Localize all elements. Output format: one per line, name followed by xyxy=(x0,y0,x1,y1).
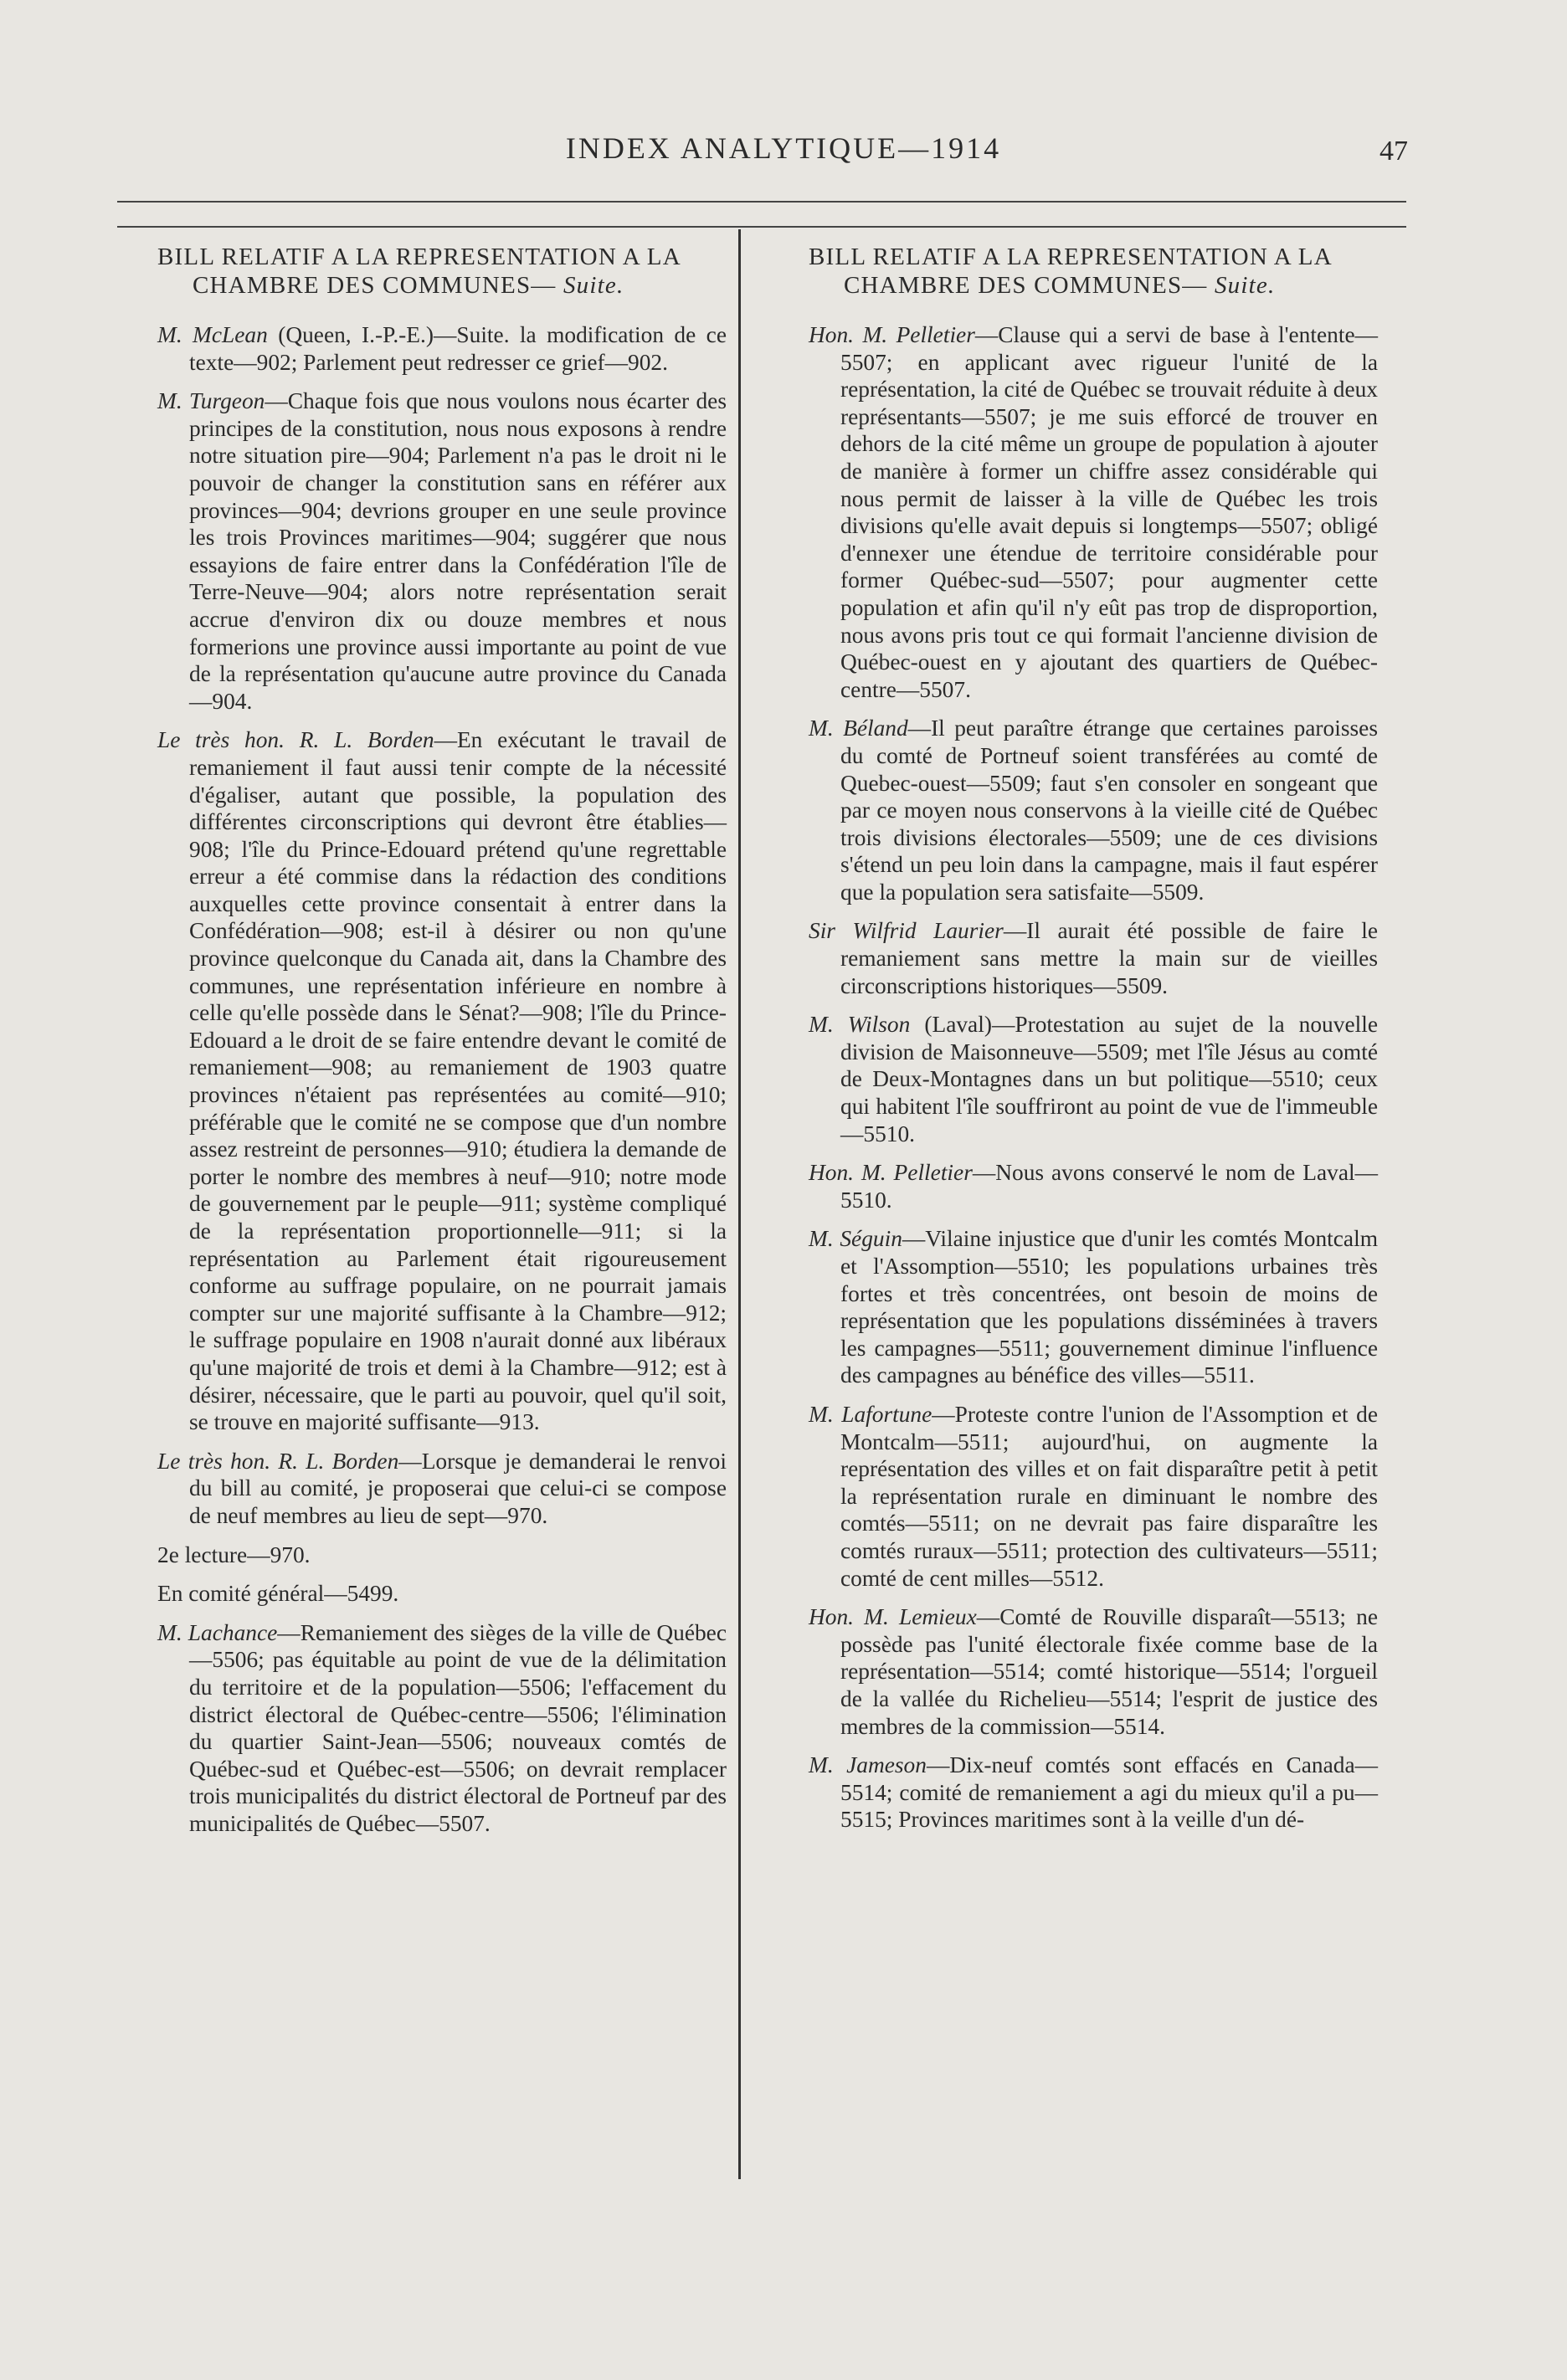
speaker-name: M. Lafortune xyxy=(809,1401,932,1427)
index-entry xyxy=(157,1619,727,1838)
index-entry xyxy=(809,715,1378,905)
speaker-name: M. Turgeon xyxy=(157,388,265,414)
index-entry xyxy=(809,1401,1378,1592)
index-entry xyxy=(809,917,1378,999)
left-column xyxy=(157,243,727,1849)
section-suffix: Suite. xyxy=(1214,272,1276,299)
speaker-name: M. Jameson xyxy=(809,1752,927,1778)
page-number: 47 xyxy=(1379,136,1408,167)
index-entry xyxy=(157,726,727,1435)
entry-text: —Comté de Rouville disparaît—5513; ne possède pas l'unité électorale fixée comme base de la représentation—5514; comté historique—5514; l'orgueil de la vallée du Richelieu—5514; l'esprit de justice des membres de la commission—5514. xyxy=(840,1604,1379,1739)
column-divider xyxy=(738,229,741,2179)
entry-text: —Chaque fois que nous voulons nous écarter des principes de la constitution, nous nous exposons à rendre notre situation pire—904; Parlement n'a pas le droit ni le pouvoir de changer la constitution sans en référer aux provinces—904; devrions grouper en une seule province les trois Provinces maritimes—904; suggérer que nous essayions de faire entrer dans la Confédération l'île de Terre-Neuve—904; alors notre représentation serait accrue d'environ dix ou douze membres et nous formerions une province aussi importante au point de vue de la représentation qu'aucune autre province du Canada—904. xyxy=(189,388,727,714)
entry-text: (Laval)—Protestation au sujet de la nouvelle division de Maisonneuve—5509; met l'île Jésus au comté de Deux-Montagnes dans un but politique—5510; ceux qui habitent l'île souffriront au point de vue de l'immeuble—5510. xyxy=(840,1012,1378,1146)
entry-text: En comité général—5499. xyxy=(157,1581,399,1607)
section-title-text: BILL RELATIF A LA REPRESENTATION A LA CHAMBRE DES COMMUNES— xyxy=(809,244,1332,299)
index-entry xyxy=(809,1011,1378,1147)
entry-text: —Dix-neuf comtés sont effacés en Canada—5514; comité de remaniement a agi du mieux qu'il a pu—5515; Provinces maritimes sont à la veille d'un dé- xyxy=(840,1752,1378,1833)
speaker-name: Hon. M. Pelletier xyxy=(809,322,975,347)
speaker-name: Hon. M. Lemieux xyxy=(809,1604,977,1630)
entry-text: —Il aurait été possible de faire le remaniement sans mettre la main sur de vieilles circonscriptions historiques—5509. xyxy=(840,918,1378,998)
entry-text: —Lorsque je demanderai le renvoi du bill au comité, je proposerai que celui-ci se compose de neuf membres au lieu de sept—970. xyxy=(189,1448,727,1528)
entry-text: —Il peut paraître étrange que certaines paroisses du comté de Portneuf soient transférées au comté de Quebec-ouest—5509; faut s'en consoler en songeant que par ce moyen nous conservons à la vieille cité de Québec trois divisions électorales—5509; une de ces divisions s'étend un peu loin dans la campagne, mais il faut espérer que la population sera satisfaite—5509. xyxy=(840,716,1378,905)
speaker-name: M. Béland xyxy=(809,716,908,741)
speaker-name: M. McLean xyxy=(157,322,268,347)
right-column xyxy=(809,243,1378,1845)
speaker-name: M. Wilson xyxy=(809,1012,911,1038)
entry-text: —Nous avons conservé le nom de Laval—5510. xyxy=(840,1160,1378,1213)
index-entry xyxy=(157,1541,727,1569)
index-entry xyxy=(157,1580,727,1608)
header-rule-top xyxy=(117,201,1406,203)
speaker-name: Le très hon. R. L. Borden xyxy=(157,727,434,753)
speaker-name: Sir Wilfrid Laurier xyxy=(809,918,1004,944)
entry-text: —Proteste contre l'union de l'Assomption et de Montcalm—5511; aujourd'hui, on augmente la représentation des villes et on fait disparaître petit à petit la représentation rurale en diminuant le nombre des comtés—5511; on ne devrait pas faire disparaître les comtés ruraux—5511; protection des cultivateurs—5511; comté de cent milles—5512. xyxy=(840,1401,1378,1591)
index-entry xyxy=(809,321,1378,703)
entry-text: —En exécutant le travail de remaniement il faut aussi tenir compte de la nécessité d'égaliser, autant que possible, la population des différentes circonscriptions qui devront être établies—908; l'île du Prince-Edouard prétend qu'une regrettable erreur a été commise dans la rédaction des conditions auxquelles cette province consentait à entrer dans la Confédération—908; est-il à désirer ou non qu'une province quelconque du Canada ait, dans la Chambre des communes, une représentation inférieure en nombre à celle qu'elle possède dans le Sénat?—908; l'île du Prince-Edouard a le droit de se faire entendre devant le comité de remaniement—908; au remaniement de 1903 quatre provinces n'étaient pas représentées au comité—910; préférable que le comité ne se compose que d'un nombre assez restreint de personnes—910; étudiera la demande de porter le nombre des membres à neuf—910; notre mode de gouvernement par le peuple—911; système compliqué de la représentation proportionnelle—911; si la représentation au Parlement était rigoureusement conforme au suffrage populaire, on ne pourrait jamais compter sur une majorité suffisante à la Chambre—912; le suffrage populaire en 1908 n'aurait donné aux libéraux qu'une majorité de trois et demi à la Chambre—912; est à désirer, nécessaire, que le parti au pouvoir, quel qu'il soit, se trouve en majorité suffisante—913. xyxy=(189,727,727,1435)
header-rule-bottom xyxy=(117,226,1406,228)
speaker-name: M. Séguin xyxy=(809,1226,902,1252)
index-entry xyxy=(809,1225,1378,1389)
entry-text: —Vilaine injustice que d'unir les comtés Montcalm et l'Assomption—5510; les populations urbaines très fortes et très concentrées, ont besoin de moins de représentation que les populations disséminées à travers les campagnes—5511; gouvernement diminue l'influence des campagnes au bénéfice des villes—5511. xyxy=(840,1226,1378,1388)
speaker-name: Hon. M. Pelletier xyxy=(809,1160,973,1186)
section-title-text: BILL RELATIF A LA REPRESENTATION A LA CHAMBRE DES COMMUNES— xyxy=(157,244,681,299)
index-entry xyxy=(157,387,727,715)
entry-text: 2e lecture—970. xyxy=(157,1541,311,1567)
index-entry xyxy=(157,321,727,376)
entry-text: —Clause qui a servi de base à l'entente—5507; en applicant avec rigueur l'unité de la représentation, la cité de Québec se trouvait réduite à deux représentants—5507; je me suis efforcé de trouver en dehors de la cité même un groupe de population à ajouter de manière à former un chiffre assez considérable qui nous permit de laisser à la ville de Québec les trois divisions qu'elle avait depuis si longtemps—5507; obligé d'ennexer une étendue de territoire considérable pour former Québec-sud—5507; pour augmenter cette population et afin qu'il n'y eût pas trop de disproportion, nous avons pris tout ce qui formait l'ancienne division de Québec-ouest en y ajoutant des quartiers de Québec-centre—5507. xyxy=(840,322,1378,702)
index-entry xyxy=(809,1752,1378,1834)
page-header xyxy=(0,131,1567,181)
index-entry xyxy=(809,1159,1378,1213)
speaker-name: Le très hon. R. L. Borden xyxy=(157,1448,399,1474)
index-entry xyxy=(157,1448,727,1530)
entry-text: —Remaniement des sièges de la ville de Québec—5506; pas équitable au point de vue de la délimitation du territoire et de la population—5506; l'effacement du district électoral de Québec-centre—5506; l'élimination du quartier Saint-Jean—5506; nouveaux comtés de Québec-sud et Québec-est—5506; on devrait remplacer trois municipalités du district électoral de Portneuf par des municipalités de Québec—5507. xyxy=(189,1619,727,1836)
running-title: INDEX ANALYTIQUE—1914 xyxy=(565,131,1002,165)
section-suffix: Suite. xyxy=(563,272,624,299)
speaker-name: M. Lachance xyxy=(157,1619,278,1645)
index-entry xyxy=(809,1603,1378,1740)
section-title xyxy=(809,243,1378,300)
entry-text: (Queen, I.-P.-E.)—Suite. la modification de ce texte—902; Parlement peut redresser ce grief—902. xyxy=(189,322,727,375)
section-title xyxy=(157,243,727,300)
